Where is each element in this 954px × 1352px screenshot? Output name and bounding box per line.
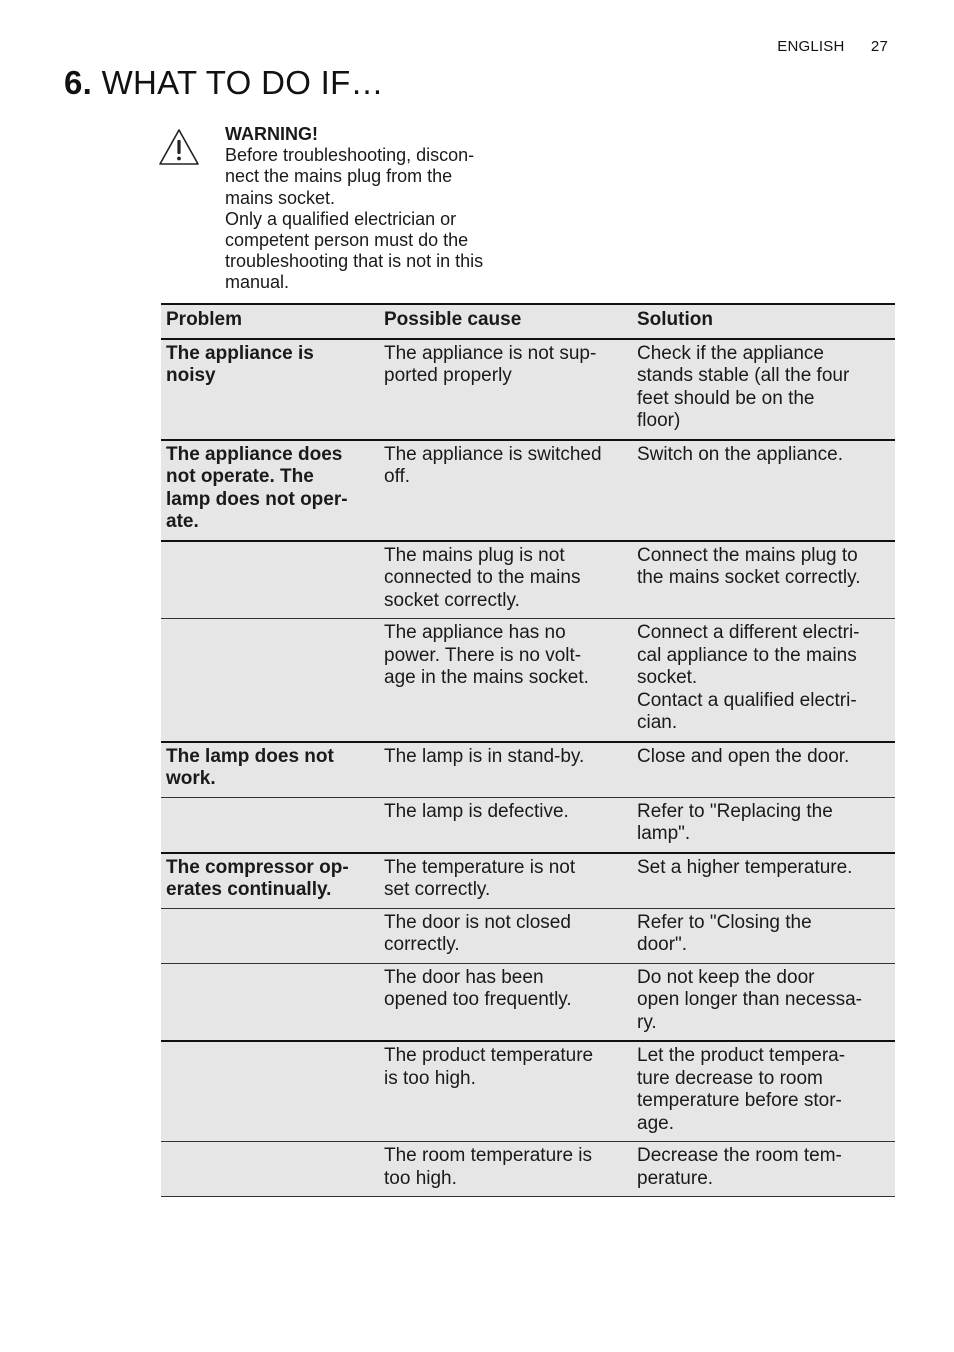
cell-line: Switch on the appliance.: [637, 443, 843, 465]
cause-cell: [379, 339, 632, 440]
cell-line: The appliance has no: [384, 622, 566, 643]
cell-line: lamp does not oper-: [166, 488, 348, 510]
problem-cell: [161, 541, 379, 619]
problem-cell: [161, 742, 379, 798]
problem-cell: [161, 797, 379, 853]
table-row: [161, 541, 895, 619]
cell-line: Refer to "Closing the: [637, 911, 812, 933]
table-row: [161, 908, 895, 963]
table-row: [161, 339, 895, 440]
column-header-solution: Solution: [632, 304, 895, 339]
table-row: [161, 1041, 895, 1142]
warning-line: troubleshooting that is not in this: [225, 251, 484, 272]
table-row: [161, 797, 895, 853]
cell-line: too high.: [384, 1167, 457, 1189]
cell-line: socket correctly.: [384, 589, 520, 611]
cell-line: The mains plug is not: [384, 544, 565, 566]
cell-line: open longer than necessa-: [637, 989, 862, 1010]
cell-line: cal appliance to the mains: [637, 644, 857, 666]
cell-line: The appliance is switched: [384, 443, 602, 465]
warning-line: manual.: [225, 272, 290, 293]
cell-line: work.: [166, 768, 216, 789]
table-row: [161, 853, 895, 909]
cell-line: Let the product tempera-: [637, 1045, 846, 1066]
cell-line: The temperature is not: [384, 856, 576, 878]
cell-line: perature.: [637, 1167, 714, 1189]
cause-cell: [379, 797, 632, 853]
cell-line: floor): [637, 410, 681, 431]
table-row: [161, 963, 895, 1041]
cause-cell: [379, 963, 632, 1041]
problem-cell: [161, 853, 379, 909]
warning-line: Before troubleshooting, discon-: [225, 145, 475, 166]
table-row: [161, 440, 895, 541]
cell-line: The appliance is not sup-: [384, 342, 597, 364]
cell-line: The appliance does: [166, 443, 343, 465]
cell-line: connected to the mains: [384, 567, 581, 588]
cell-line: socket.: [637, 667, 698, 688]
cause-cell: [379, 1142, 632, 1197]
cell-line: erates continually.: [166, 879, 332, 900]
table-row: [161, 742, 895, 798]
cell-line: correctly.: [384, 934, 460, 955]
cell-line: Do not keep the door: [637, 966, 815, 988]
solution-cell: [632, 742, 895, 798]
problem-cell: [161, 1041, 379, 1142]
problem-cell: [161, 1142, 379, 1197]
problem-cell: [161, 339, 379, 440]
cell-line: The door has been: [384, 966, 544, 988]
problem-cell: [161, 908, 379, 963]
page-number: 27: [870, 38, 888, 55]
cell-line: off.: [384, 466, 411, 487]
solution-cell: [632, 1142, 895, 1197]
solution-cell: [632, 339, 895, 440]
solution-cell: [632, 797, 895, 853]
solution-cell: [632, 853, 895, 909]
table-body: [161, 339, 895, 1197]
problem-cell: [161, 440, 379, 541]
cell-line: The lamp does not: [166, 745, 334, 767]
cell-line: the mains socket correctly.: [637, 567, 861, 588]
cell-line: is too high.: [384, 1067, 476, 1089]
cell-line: door".: [637, 934, 688, 955]
cell-line: age in the mains socket.: [384, 667, 589, 688]
cause-cell: [379, 440, 632, 541]
warning-line: Only a qualified electrician or: [225, 208, 457, 229]
cause-cell: [379, 742, 632, 798]
solution-cell: [632, 963, 895, 1041]
cell-line: noisy: [166, 365, 216, 386]
cause-cell: [379, 853, 632, 909]
cell-line: ture decrease to room: [637, 1067, 823, 1089]
cell-line: cian.: [637, 712, 678, 733]
cell-line: age.: [637, 1112, 674, 1134]
warning-triangle-icon: [158, 128, 200, 166]
table-header-row: [161, 304, 895, 339]
cell-line: feet should be on the: [637, 387, 815, 409]
solution-cell: [632, 908, 895, 963]
cell-line: set correctly.: [384, 879, 491, 900]
solution-cell: [632, 1041, 895, 1142]
warning-line: competent person must do the: [225, 230, 469, 251]
cell-line: Connect a different electri-: [637, 622, 860, 643]
cell-line: The door is not closed: [384, 911, 571, 933]
cell-line: Set a higher temperature.: [637, 856, 853, 878]
cell-line: The lamp is in stand-by.: [384, 745, 585, 767]
cell-line: Contact a qualified electri-: [637, 689, 857, 711]
solution-cell: [632, 541, 895, 619]
cause-cell: [379, 541, 632, 619]
cell-line: opened too frequently.: [384, 989, 572, 1010]
cell-line: not operate. The: [166, 466, 314, 487]
cell-line: Connect the mains plug to: [637, 544, 858, 566]
cell-line: power. There is no volt-: [384, 644, 582, 666]
header-language: ENGLISH: [777, 38, 845, 55]
cell-line: Decrease the room tem-: [637, 1145, 842, 1166]
table-row: [161, 1142, 895, 1197]
section-title-text: WHAT TO DO IF…: [101, 64, 384, 101]
column-header-cause: Possible cause: [379, 304, 632, 339]
cell-line: Check if the appliance: [637, 342, 824, 364]
cell-line: The product temperature: [384, 1045, 594, 1066]
cause-cell: [379, 1041, 632, 1142]
cell-line: The appliance is: [166, 342, 314, 364]
cell-line: Close and open the door.: [637, 745, 850, 767]
solution-cell: [632, 440, 895, 541]
cell-line: The lamp is defective.: [384, 800, 569, 822]
section-number: 6.: [64, 64, 93, 101]
warning-text: [225, 124, 525, 294]
cell-line: temperature before stor-: [637, 1090, 842, 1111]
cell-line: stands stable (all the four: [637, 365, 850, 386]
problem-cell: [161, 963, 379, 1041]
cell-line: ported properly: [384, 365, 512, 386]
cell-line: The compressor op-: [166, 856, 349, 878]
solution-cell: [632, 619, 895, 742]
cell-line: ate.: [166, 511, 199, 532]
column-header-problem: Problem: [161, 304, 379, 339]
page-header: [777, 38, 888, 55]
cell-line: ry.: [637, 1011, 657, 1033]
cause-cell: [379, 908, 632, 963]
cell-line: lamp".: [637, 823, 691, 844]
cell-line: Refer to "Replacing the: [637, 800, 833, 822]
troubleshooting-table: [161, 303, 895, 1197]
section-title: [64, 64, 384, 102]
warning-line: mains socket.: [225, 187, 336, 208]
problem-cell: [161, 619, 379, 742]
warning-title: WARNING!: [225, 124, 318, 144]
cause-cell: [379, 619, 632, 742]
warning-line: nect the mains plug from the: [225, 166, 453, 187]
table-row: [161, 619, 895, 742]
cell-line: The room temperature is: [384, 1145, 593, 1166]
